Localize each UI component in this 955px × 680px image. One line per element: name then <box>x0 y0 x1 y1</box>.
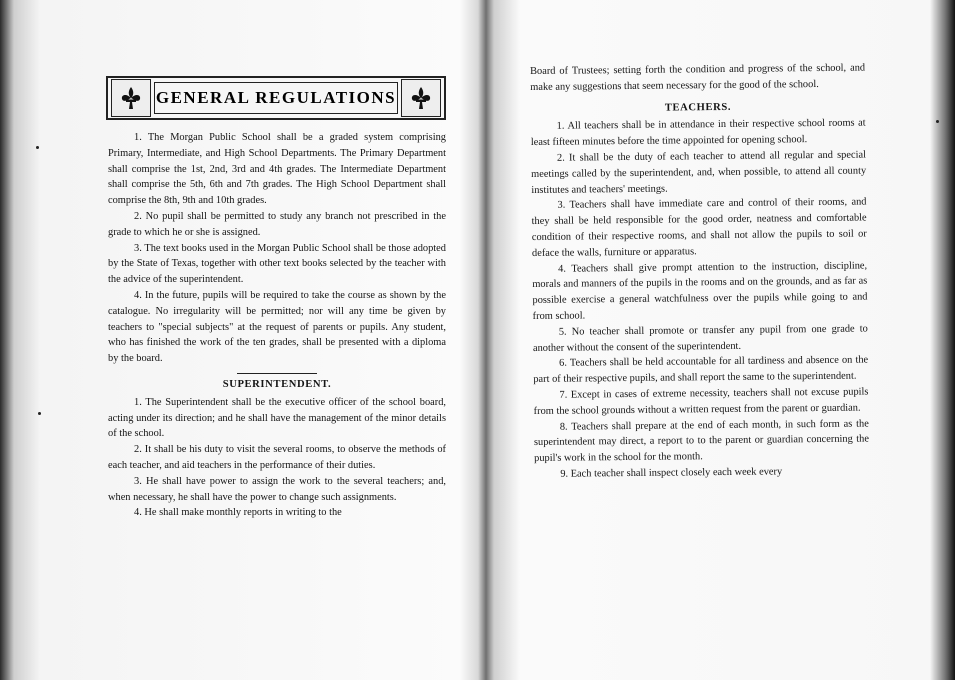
regulation-paragraph: 3. He shall have power to assign the work to the several teachers; and, when necessary, he shall have the power to change such assignments. <box>108 475 446 503</box>
regulation-paragraph: 4. He shall make monthly reports in writing to the <box>134 507 342 519</box>
regulation-paragraph: 1. The Morgan Public School shall be a graded system comprising Primary, Intermediate, and High School Departments. The Primary Department shall comprise the 1st, 2nd, 3rd and 4th grades. The Intermediate Department shall comprise the 5th, 6th and 7th grades. The High School Department shall comprise the 8th, 9th and 10th grades. <box>108 132 446 207</box>
regulation-paragraph: 2. It shall be the duty of each teacher to attend all regular and special meetings called by the superintendent, and, when possible, to attend all county institutes and teachers' meetings. <box>531 149 867 196</box>
regulation-paragraph: 1. All teachers shall be in attendance in their respective school rooms at least fifteen minutes before the time appointed for opening school. <box>530 117 866 149</box>
regulation-paragraph: 4. Teachers shall give prompt attention to the instruction, discipline, morals and manners of the pupils in the rooms and on the grounds, and as far as possible exercise a general watchfulness over the pupils while going to and from school. <box>532 260 868 322</box>
fleur-de-lis-icon <box>401 79 441 117</box>
section-heading-superintendent: SUPERINTENDENT. <box>222 378 332 390</box>
section-divider <box>237 373 317 374</box>
title-banner <box>106 76 446 120</box>
regulation-paragraph: 6. Teachers shall be held accountable for all tardiness and absence on the part of their respective pupils, and shall report the same to the superintendent. <box>533 354 869 386</box>
regulation-paragraph: 7. Except in cases of extreme necessity, teachers shall not excuse pupils from the school grounds without a written request from the parent or guardian. <box>533 386 869 417</box>
margin-mark <box>38 412 41 415</box>
regulation-paragraph: 3. Teachers shall have immediate care and control of their rooms, and they shall be held responsible for the good order, neatness and comfortable condition of their respective rooms, and shall not allow the pupils to soil or deface the walls, furniture or apparatus. <box>531 196 867 259</box>
regulation-paragraph: 4. In the future, pupils will be required to take the course as shown by the catalogue. No irregularity will be permitted; nor will any time be given by teachers to "special subjects" at the request of parents or pupils. Any student, who has finished the work of the ten grades, shall be presented with a diploma by the board. <box>108 289 446 365</box>
regulation-paragraph: 1. The Superintendent shall be the executive officer of the school board, acting under its direction; and he shall have the management of the minor details of the school. <box>108 396 446 440</box>
fleur-de-lis-icon <box>111 79 151 117</box>
regulation-paragraph: 5. No teacher shall promote or transfer any pupil from one grade to another without the consent of the superintendent. <box>532 323 868 354</box>
margin-mark <box>36 146 39 149</box>
regulation-paragraph: 9. Each teacher shall inspect closely each week every <box>560 466 783 480</box>
left-page <box>108 130 446 521</box>
section-heading-teachers: TEACHERS. <box>664 101 732 114</box>
regulation-paragraph: 8. Teachers shall prepare at the end of each month, in such form as the superintendent may direct, a report to to the parent or guardian concerning the pupil's work in the school for the month. <box>533 418 870 465</box>
right-page <box>530 60 869 482</box>
regulation-paragraph: 3. The text books used in the Morgan Public School shall be those adopted by the State of Texas, together with other text books selected by the teacher with the advice of the superintendent. <box>108 242 446 286</box>
page-title: GENERAL REGULATIONS <box>154 82 398 114</box>
regulation-paragraph: 2. It shall be his duty to visit the several rooms, to observe the methods of each teacher, and aid teachers in the performance of their duties. <box>108 444 446 471</box>
continuation-paragraph: Board of Trustees; setting forth the condition and progress of the school, and make any suggestions that seem necessary for the good of the school. <box>530 62 866 93</box>
margin-mark <box>936 120 939 123</box>
regulation-paragraph: 2. No pupil shall be permitted to study any branch not prescribed in the grade to which he or she is assigned. <box>108 210 446 238</box>
